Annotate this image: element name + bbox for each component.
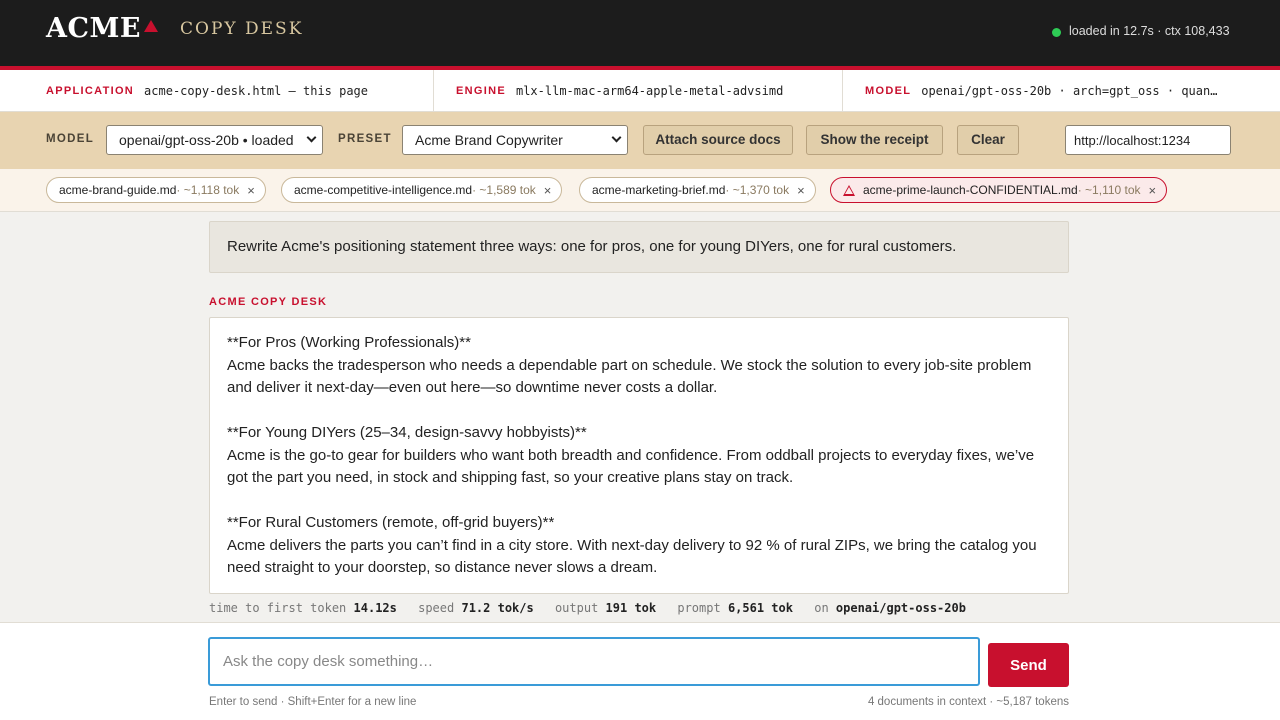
chevron-down-icon <box>307 133 317 143</box>
brand-logo: ACME <box>46 13 141 44</box>
reply-paragraph: Acme is the go-to gear for builders who want both breadth and confidence. From oddball projects to everyday fixes, we’ve got the part you need, in stock and shipping fast, so your creative plans stay on track. <box>227 446 1035 486</box>
assistant-reply <box>209 317 1069 594</box>
preset-select[interactable] <box>402 125 628 155</box>
assistant-label: ACME COPY DESK <box>209 296 328 308</box>
stat-prompt-value: 6,561 tok <box>727 601 793 615</box>
close-icon[interactable]: × <box>1148 182 1157 198</box>
preset-select-label: PRESET <box>338 133 392 145</box>
reply-heading: **For Pros (Working Professionals)** <box>227 334 471 351</box>
clear-button[interactable]: Clear <box>957 125 1019 155</box>
reply-paragraph: Acme backs the tradesperson who needs a dependable part on schedule. We stock the solution to every job-site problem and deliver it next-day—even out here—so downtime never costs a dollar. <box>227 356 1032 396</box>
doc-chip-name: acme-competitive-intelligence.md <box>294 183 473 197</box>
close-icon[interactable]: × <box>247 182 255 198</box>
model-select-value: openai/gpt-oss-20b • loaded <box>119 132 294 148</box>
generation-stats <box>209 601 980 615</box>
info-engine-key: ENGINE <box>456 84 506 97</box>
prompt-input[interactable] <box>208 637 980 686</box>
model-select[interactable] <box>106 125 323 155</box>
warning-icon <box>843 185 855 196</box>
preset-select-value: Acme Brand Copywriter <box>415 132 563 148</box>
info-application-value: acme-copy-desk.html — this page <box>144 83 369 98</box>
reply-heading: **For Rural Customers (remote, off-grid buyers)** <box>227 514 555 531</box>
status-dot-icon <box>1052 28 1061 37</box>
doc-chip-tokens: · ~1,118 tok <box>176 183 240 197</box>
info-application-key: APPLICATION <box>46 84 135 97</box>
composer <box>0 622 1280 720</box>
context-docs-bar <box>0 169 1280 212</box>
app-header <box>0 0 1280 66</box>
stat-model-label: on <box>814 601 829 615</box>
doc-chip[interactable] <box>579 177 816 203</box>
info-application <box>46 70 433 111</box>
app-title: COPY DESK <box>180 19 304 39</box>
controls-bar <box>0 112 1280 169</box>
info-model-value: openai/gpt-oss-20b · arch=gpt_oss · quan… <box>921 83 1218 98</box>
info-engine-value: mlx-llm-mac-arm64-apple-metal-advsimd <box>515 83 784 98</box>
doc-chip-tokens: · ~1,110 tok <box>1077 183 1141 197</box>
doc-chip-confidential[interactable] <box>830 177 1167 203</box>
brand-triangle-icon <box>144 20 158 32</box>
doc-chip-tokens: · ~1,370 tok <box>725 183 790 197</box>
stat-output-value: 191 tok <box>605 601 657 615</box>
stat-ttft-label: time to first token <box>209 601 347 615</box>
send-button[interactable]: Send <box>988 643 1069 687</box>
stat-ttft-value: 14.12s <box>353 601 397 615</box>
doc-chip-name: acme-marketing-brief.md <box>592 183 726 197</box>
close-icon[interactable]: × <box>543 182 552 198</box>
server-url-input[interactable] <box>1065 125 1231 155</box>
stat-output-label: output <box>554 601 599 615</box>
info-model <box>842 70 1238 111</box>
doc-chip-tokens: · ~1,589 tok <box>472 183 536 197</box>
doc-chip-name: acme-prime-launch-CONFIDENTIAL.md <box>863 183 1078 197</box>
show-receipt-button[interactable]: Show the receipt <box>806 125 943 155</box>
info-model-key: MODEL <box>865 84 912 97</box>
doc-chip[interactable] <box>281 177 562 203</box>
load-status: loaded in 12.7s · ctx 108,433 <box>1069 24 1230 38</box>
reply-paragraph: Acme delivers the parts you can’t find in a city store. With next-day delivery to 92 % of rural ZIPs, we bring the catalog you need straight to your doorstep, so distance never slows a dream. <box>227 536 1037 576</box>
user-message: Rewrite Acme's positioning statement three ways: one for pros, one for young DIYers, one for rural customers. <box>209 221 1069 273</box>
doc-chip[interactable] <box>46 177 266 203</box>
model-select-label: MODEL <box>46 133 95 145</box>
stat-prompt-label: prompt <box>677 601 721 615</box>
stat-speed-label: speed <box>418 601 455 615</box>
doc-chip-name: acme-brand-guide.md <box>59 183 177 197</box>
attach-docs-button[interactable]: Attach source docs <box>643 125 793 155</box>
chevron-down-icon <box>612 133 622 143</box>
stat-speed-value: 71.2 tok/s <box>461 601 534 615</box>
reply-heading: **For Young DIYers (25–34, design-savvy hobbyists)** <box>227 424 587 441</box>
context-count: 4 documents in context · ~5,187 tokens <box>867 696 1069 708</box>
stat-model-value: openai/gpt-oss-20b <box>835 601 966 615</box>
keyboard-hint: Enter to send · Shift+Enter for a new line <box>209 696 417 708</box>
close-icon[interactable]: × <box>797 182 805 198</box>
info-engine <box>433 70 842 111</box>
info-strip <box>0 70 1280 112</box>
